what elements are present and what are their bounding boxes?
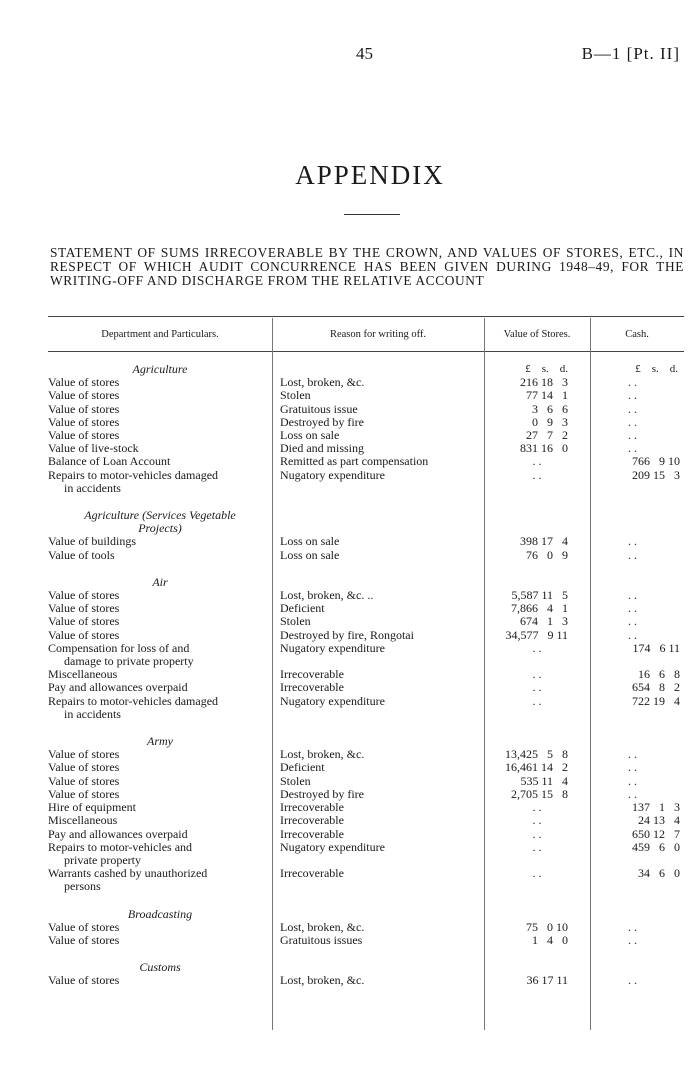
cell-cash <box>590 602 684 615</box>
stores-value: 674 1 3 <box>520 614 568 629</box>
cash-empty: . . <box>628 919 637 934</box>
reason-text: Died and missing <box>280 441 364 456</box>
cell-cash <box>590 615 684 628</box>
stores-value: 3 6 6 <box>532 401 568 416</box>
cell-cash <box>590 841 684 867</box>
cell-particulars <box>48 695 272 721</box>
table-row <box>48 376 684 389</box>
cell-cash <box>590 974 684 987</box>
cash-empty: . . <box>628 627 637 642</box>
particulars-text: Value of stores <box>48 614 120 629</box>
title-rule <box>344 214 400 215</box>
cell-cash <box>590 469 684 495</box>
cell-particulars <box>48 455 272 468</box>
section-heading: Broadcasting <box>127 906 193 921</box>
cell-stores <box>484 974 590 987</box>
table-row <box>48 455 684 468</box>
cell-cash <box>590 921 684 934</box>
reason-text: Lost, broken, &c. <box>280 973 365 988</box>
cell-stores <box>484 775 590 788</box>
cell-cash <box>590 761 684 774</box>
particulars-text: Value of stores <box>48 919 120 934</box>
column-header-stores: Value of Stores. <box>503 329 571 340</box>
cell-stores <box>484 629 590 642</box>
particulars-continued: persons <box>64 879 101 894</box>
reason-text: Deficient <box>280 601 325 616</box>
section-heading-row <box>48 363 684 376</box>
stores-value: 5,587 11 5 <box>511 588 568 603</box>
stores-value: 34,577 9 11 <box>505 627 568 642</box>
reason-text: Destroyed by fire <box>280 786 364 801</box>
cell-cash <box>590 735 684 748</box>
cell-stores <box>484 615 590 628</box>
stores-value: 7,866 4 1 <box>511 601 568 616</box>
cell-reason <box>272 469 484 495</box>
cell-cash <box>590 775 684 788</box>
cell-particulars <box>48 775 272 788</box>
cell-cash <box>590 934 684 947</box>
reason-text: Loss on sale <box>280 547 340 562</box>
table-row <box>48 775 684 788</box>
reason-text: Stolen <box>280 614 311 629</box>
cell-reason <box>272 615 484 628</box>
particulars-text: Value of stores <box>48 401 120 416</box>
table-row <box>48 429 684 442</box>
cell-cash <box>590 535 684 548</box>
cash-empty: . . <box>628 414 637 429</box>
table-row <box>48 814 684 827</box>
cell-stores <box>484 867 590 893</box>
cell-cash <box>590 961 684 974</box>
cell-cash <box>590 509 684 535</box>
cash-value: 24 13 4 <box>638 813 680 828</box>
cell-particulars <box>48 814 272 827</box>
document-reference: B—1 [Pt. II] <box>581 44 680 63</box>
cell-reason <box>272 535 484 548</box>
cash-empty: . . <box>628 760 637 775</box>
cell-cash <box>590 908 684 921</box>
particulars-text: Value of stores <box>48 428 120 443</box>
particulars-text: Value of stores <box>48 786 120 801</box>
particulars-text: Miscellaneous <box>48 667 118 682</box>
cash-value: 34 6 0 <box>638 866 680 881</box>
cell-stores <box>484 908 590 921</box>
cell-particulars <box>48 469 272 495</box>
cell-stores <box>484 642 590 668</box>
table-row <box>48 921 684 934</box>
section-spacer <box>48 947 684 961</box>
section-heading-row <box>48 509 684 535</box>
cell-reason <box>272 867 484 893</box>
column-header-particulars: Department and Particulars. <box>101 329 219 340</box>
cell-reason <box>272 681 484 694</box>
cell-reason <box>272 974 484 987</box>
reason-text: Irrecoverable <box>280 826 344 841</box>
cell-particulars <box>48 403 272 416</box>
cell-cash <box>590 376 684 389</box>
cell-stores <box>484 934 590 947</box>
cell-reason <box>272 695 484 721</box>
cell-particulars <box>48 509 272 535</box>
cell-particulars <box>48 934 272 947</box>
cell-particulars <box>48 867 272 893</box>
particulars-text: Hire of equipment <box>48 800 136 815</box>
particulars-text: Value of stores <box>48 773 120 788</box>
particulars-text: Value of stores <box>48 375 120 390</box>
cell-stores <box>484 814 590 827</box>
particulars-text: Value of stores <box>48 932 120 947</box>
table-row <box>48 416 684 429</box>
stores-empty: . . <box>532 640 542 655</box>
particulars-text: Value of stores <box>48 414 120 429</box>
cell-reason <box>272 775 484 788</box>
cell-particulars <box>48 908 272 921</box>
table-row <box>48 695 684 721</box>
reason-text: Nugatory expenditure <box>280 693 385 708</box>
table-row <box>48 602 684 615</box>
cash-empty: . . <box>628 932 637 947</box>
reason-text: Gratuitous issue <box>280 401 358 416</box>
particulars-text: Value of stores <box>48 588 120 603</box>
cell-particulars <box>48 681 272 694</box>
table-row <box>48 934 684 947</box>
reason-text: Nugatory expenditure <box>280 467 385 482</box>
cash-value: 16 6 8 <box>638 667 680 682</box>
table-top-rule <box>48 316 684 317</box>
stores-value: 16,461 14 2 <box>505 760 568 775</box>
cell-reason <box>272 761 484 774</box>
cell-reason <box>272 642 484 668</box>
particulars-continued: in accidents <box>64 480 121 495</box>
reason-text: Irrecoverable <box>280 800 344 815</box>
table-row <box>48 974 684 987</box>
table-row <box>48 469 684 495</box>
stores-value: 398 17 4 <box>520 534 568 549</box>
cell-cash <box>590 549 684 562</box>
reason-text: Deficient <box>280 760 325 775</box>
stores-empty: . . <box>532 839 542 854</box>
stores-empty: . . <box>532 866 542 881</box>
stores-value: 27 7 2 <box>526 428 568 443</box>
cell-cash <box>590 748 684 761</box>
particulars-text: Value of stores <box>48 747 120 762</box>
cell-particulars <box>48 841 272 867</box>
cash-empty: . . <box>628 428 637 443</box>
stores-value: 77 14 1 <box>526 388 568 403</box>
table-row <box>48 841 684 867</box>
stores-value: 535 11 4 <box>520 773 568 788</box>
cash-empty: . . <box>628 747 637 762</box>
cell-cash <box>590 389 684 402</box>
cash-value: 766 9 10 <box>632 454 680 469</box>
reason-text: Lost, broken, &c. <box>280 919 365 934</box>
particulars-text: Value of stores <box>48 973 120 988</box>
table-body <box>48 363 684 988</box>
reason-text: Loss on sale <box>280 534 340 549</box>
cell-cash <box>590 589 684 602</box>
cash-empty: . . <box>628 601 637 616</box>
reason-text: Gratuitous issues <box>280 932 363 947</box>
cell-reason <box>272 629 484 642</box>
cell-cash <box>590 403 684 416</box>
cell-reason <box>272 934 484 947</box>
cell-particulars <box>48 549 272 562</box>
cell-stores <box>484 535 590 548</box>
stores-empty: . . <box>532 467 542 482</box>
table-row <box>48 788 684 801</box>
table-row <box>48 389 684 402</box>
cash-value: 174 6 11 <box>632 640 680 655</box>
particulars-text: Value of buildings <box>48 534 136 549</box>
table-row <box>48 629 684 642</box>
cell-stores <box>484 509 590 535</box>
cell-particulars <box>48 535 272 548</box>
reason-text: Stolen <box>280 773 311 788</box>
stores-empty: . . <box>532 454 542 469</box>
cell-stores <box>484 549 590 562</box>
cell-cash <box>590 429 684 442</box>
particulars-text: Miscellaneous <box>48 813 118 828</box>
cash-empty: . . <box>628 441 637 456</box>
cell-particulars <box>48 629 272 642</box>
cell-cash <box>590 455 684 468</box>
cash-empty: . . <box>628 375 637 390</box>
cell-particulars <box>48 761 272 774</box>
particulars-text: Warrants cashed by unauthorized <box>48 866 208 881</box>
table-row <box>48 589 684 602</box>
section-spacer <box>48 562 684 576</box>
cash-empty: . . <box>628 388 637 403</box>
reason-text: Destroyed by fire <box>280 414 364 429</box>
cell-stores <box>484 681 590 694</box>
cell-reason <box>272 814 484 827</box>
particulars-text: Pay and allowances overpaid <box>48 826 188 841</box>
column-header-cash: Cash. <box>625 329 649 340</box>
section-heading: Customs <box>139 960 181 975</box>
cash-empty: . . <box>628 534 637 549</box>
reason-text: Nugatory expenditure <box>280 839 385 854</box>
table-row <box>48 801 684 814</box>
table-row <box>48 403 684 416</box>
cell-cash <box>590 629 684 642</box>
particulars-text: Value of stores <box>48 601 120 616</box>
particulars-continued: in accidents <box>64 706 121 721</box>
cell-reason <box>272 389 484 402</box>
cash-value: 650 12 7 <box>632 826 680 841</box>
reason-text: Irrecoverable <box>280 680 344 695</box>
particulars-text: Value of live-stock <box>48 441 139 456</box>
reason-text: Irrecoverable <box>280 866 344 881</box>
stores-value: 36 17 11 <box>526 973 568 988</box>
cell-reason <box>272 921 484 934</box>
cell-reason <box>272 549 484 562</box>
cell-reason <box>272 828 484 841</box>
stores-empty: . . <box>532 813 542 828</box>
cash-value: 209 15 3 <box>632 467 680 482</box>
stores-value: 0 9 3 <box>532 414 568 429</box>
cell-cash <box>590 681 684 694</box>
table-row <box>48 535 684 548</box>
particulars-text: Repairs to motor-vehicles damaged <box>48 467 219 482</box>
cell-particulars <box>48 828 272 841</box>
cell-stores <box>484 828 590 841</box>
section-spacer <box>48 495 684 509</box>
cell-stores <box>484 455 590 468</box>
stores-value: 2,705 15 8 <box>511 786 568 801</box>
reason-text: Nugatory expenditure <box>280 640 385 655</box>
cell-particulars <box>48 921 272 934</box>
particulars-text: Value of stores <box>48 627 120 642</box>
cash-empty: . . <box>628 773 637 788</box>
particulars-text: Compensation for loss of and <box>48 640 190 655</box>
table-row <box>48 828 684 841</box>
section-heading-row <box>48 735 684 748</box>
cash-value: 459 6 0 <box>632 839 680 854</box>
reason-text: Lost, broken, &c. .. <box>280 588 374 603</box>
table-row <box>48 549 684 562</box>
currency-label-stores: £ s. d. <box>525 363 568 375</box>
cell-cash <box>590 576 684 589</box>
stores-value: 216 18 3 <box>520 375 568 390</box>
section-heading: Projects) <box>138 521 182 536</box>
particulars-text: Value of stores <box>48 388 120 403</box>
section-spacer <box>48 721 684 735</box>
table-row <box>48 867 684 893</box>
cell-cash <box>590 642 684 668</box>
cash-empty: . . <box>628 786 637 801</box>
reason-text: Lost, broken, &c. <box>280 375 365 390</box>
stores-value: 76 0 9 <box>526 547 568 562</box>
particulars-text: Value of stores <box>48 760 120 775</box>
particulars-text: Balance of Loan Account <box>48 454 171 469</box>
particulars-text: Repairs to motor-vehicles damaged <box>48 693 219 708</box>
cell-reason <box>272 403 484 416</box>
cell-stores <box>484 921 590 934</box>
section-heading: Agriculture <box>132 362 188 376</box>
section-heading: Army <box>147 734 173 749</box>
cell-cash <box>590 814 684 827</box>
reason-text: Remitted as part compensation <box>280 454 429 469</box>
table-row <box>48 642 684 668</box>
cell-cash <box>590 416 684 429</box>
stores-empty: . . <box>532 826 542 841</box>
stores-empty: . . <box>532 693 542 708</box>
cell-cash <box>590 828 684 841</box>
reason-text: Lost, broken, &c. <box>280 747 365 762</box>
cash-empty: . . <box>628 614 637 629</box>
cell-particulars <box>48 389 272 402</box>
cash-empty: . . <box>628 401 637 416</box>
cash-value: 137 1 3 <box>632 800 680 815</box>
cell-reason <box>272 908 484 921</box>
particulars-continued: private property <box>64 852 141 867</box>
stores-value: 831 16 0 <box>520 441 568 456</box>
reason-text: Loss on sale <box>280 428 340 443</box>
reason-text: Irrecoverable <box>280 667 344 682</box>
cell-stores <box>484 469 590 495</box>
statement-heading: STATEMENT OF SUMS IRRECOVERABLE BY THE CROWN, AND VALUES OF STORES, ETC., IN RESPECT OF WHICH AUDIT CONCURRENCE HAS BEEN GIVEN DURING 1948–49, FOR THE WRITING-OFF AND DISCHARGE FROM THE RELATIVE ACCOUNT <box>50 245 684 288</box>
cash-empty: . . <box>628 588 637 603</box>
reason-text: Irrecoverable <box>280 813 344 828</box>
section-heading: Air <box>152 574 168 589</box>
particulars-text: Repairs to motor-vehicles and <box>48 839 193 854</box>
stores-empty: . . <box>532 800 542 815</box>
particulars-text: Pay and allowances overpaid <box>48 680 188 695</box>
cash-empty: . . <box>628 547 637 562</box>
cell-stores <box>484 761 590 774</box>
reason-text: Destroyed by fire, Rongotai <box>280 627 414 642</box>
cell-particulars <box>48 642 272 668</box>
cell-reason <box>272 455 484 468</box>
section-heading: Agriculture (Services Vegetable <box>84 508 236 523</box>
column-header-reason: Reason for writing off. <box>329 329 427 340</box>
section-spacer <box>48 894 684 908</box>
cell-stores <box>484 841 590 867</box>
particulars-text: Value of tools <box>48 547 115 562</box>
stores-value: 13,425 5 8 <box>505 747 568 762</box>
stores-value: 1 4 0 <box>532 932 568 947</box>
reason-text: Stolen <box>280 388 311 403</box>
cash-value: 654 8 2 <box>632 680 680 695</box>
stores-empty: . . <box>532 680 542 695</box>
table-row <box>48 748 684 761</box>
table-row <box>48 681 684 694</box>
cash-value: 722 19 4 <box>632 693 680 708</box>
cell-reason <box>272 509 484 535</box>
cell-cash <box>590 867 684 893</box>
cell-stores <box>484 695 590 721</box>
cell-stores <box>484 389 590 402</box>
section-heading-row <box>48 961 684 974</box>
page-title: APPENDIX <box>295 160 445 190</box>
table-row <box>48 761 684 774</box>
currency-label-cash: £ s. d. <box>635 363 678 375</box>
cell-particulars <box>48 974 272 987</box>
stores-value: 75 0 10 <box>526 919 568 934</box>
particulars-continued: damage to private property <box>64 654 194 669</box>
table-row <box>48 615 684 628</box>
section-heading-row <box>48 908 684 921</box>
cell-reason <box>272 841 484 867</box>
cell-cash <box>590 695 684 721</box>
cash-empty: . . <box>628 973 637 988</box>
table-header-rule <box>48 351 684 352</box>
cell-stores <box>484 403 590 416</box>
cell-cash <box>590 363 684 376</box>
stores-empty: . . <box>532 667 542 682</box>
page-number: 45 <box>356 44 373 63</box>
cell-particulars <box>48 615 272 628</box>
